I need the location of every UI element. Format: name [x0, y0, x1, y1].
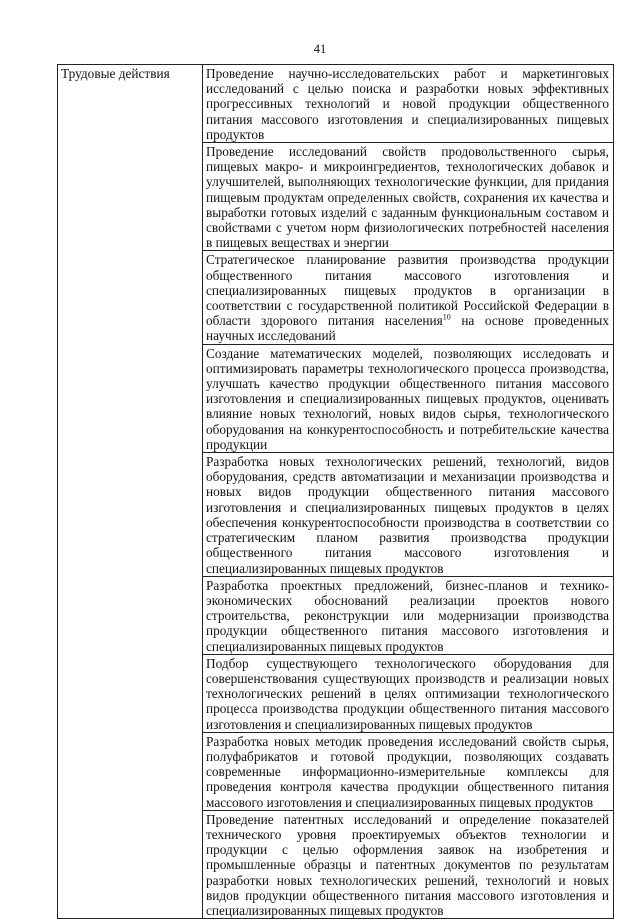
page-number: 41: [313, 42, 327, 56]
table-cell: Проведение исследований свойств продовольственного сырья, пищевых макро- и микроингредиентов, технологических добавок и улучшителей, выполняющих технологические функции, для придания пищевым продуктам определенных свойств, сохранения их качества и выработки готовых изделий с заданным функциональным составом и свойствами с учетом норм физиологических потребностей населения в пищевых веществах и энергии: [203, 143, 614, 251]
table-cell: Проведение научно-исследовательских работ и маркетинговых исследований с целью поиска и разработки новых эффективных прогрессивных технологий и новой продукции общественного питания массового изготовления и специализированных пищевых продуктов: [203, 65, 614, 143]
table-cell: [203, 251, 614, 344]
labor-actions-label: Трудовые действия: [61, 66, 170, 81]
table-row: [58, 65, 614, 143]
table-cell: Разработка новых методик проведения исследований свойств сырья, полуфабрикатов и готовой продукции, позволяющих создавать современные информационно-измерительные комплексы для проведения контроля качества продукции общественного питания массового изготовления и специализированных пищевых продуктов: [203, 732, 614, 810]
cell-text: Стратегическое планирование развития производства продукции общественного питания массового изготовления и специализированных пищевых продуктов в организации в соответствии с государственной политикой Российской Федерации в области здорового питания населения: [206, 252, 609, 329]
row-label-cell: [58, 65, 203, 919]
cell-text: на основе проведенных научных исследований: [206, 313, 610, 344]
labor-actions-table: [57, 64, 614, 919]
footnote-marker: 10: [442, 312, 451, 322]
table-cell: Разработка проектных предложений, бизнес-планов и технико-экономических обоснований реализации проектов нового строительства, реконструкции или модернизации производства продукции общественного питания массового изготовления и специализированных пищевых продуктов: [203, 576, 614, 654]
table-cell: Проведение патентных исследований и определение показателей технического уровня проектируемых объектов технологии и продукции с целью оформления заявок на изобретения и промышленные образцы и патентных документов по результатам разработки новых технологических решений, технологий и новых видов продукции общественного питания массового изготовления и специализированных пищевых продуктов: [203, 810, 614, 918]
table-cell: Подбор существующего технологического оборудования для совершенствования существующих производств и реализации новых технологических решений в целях оптимизации технологического процесса производства продукции общественного питания массового изготовления и специализированных пищевых продуктов: [203, 654, 614, 732]
table-cell: Разработка новых технологических решений, технологий, видов оборудования, средств автоматизации и механизации производства и новых видов продукции общественного питания массового изготовления и специализированных пищевых продуктов в целях обеспечения конкурентоспособности производства в соответствии со стратегическим планом развития производства продукции общественного питания массового изготовления и специализированных пищевых продуктов: [203, 453, 614, 577]
table-cell: Создание математических моделей, позволяющих исследовать и оптимизировать параметры технологического процесса производства, улучшать качество продукции общественного питания массового изготовления и специализированных пищевых продуктов, оценивать влияние новых технологий, новых видов сырья, технологического оборудования на конкурентоспособность и потребительские качества продукции: [203, 344, 614, 452]
